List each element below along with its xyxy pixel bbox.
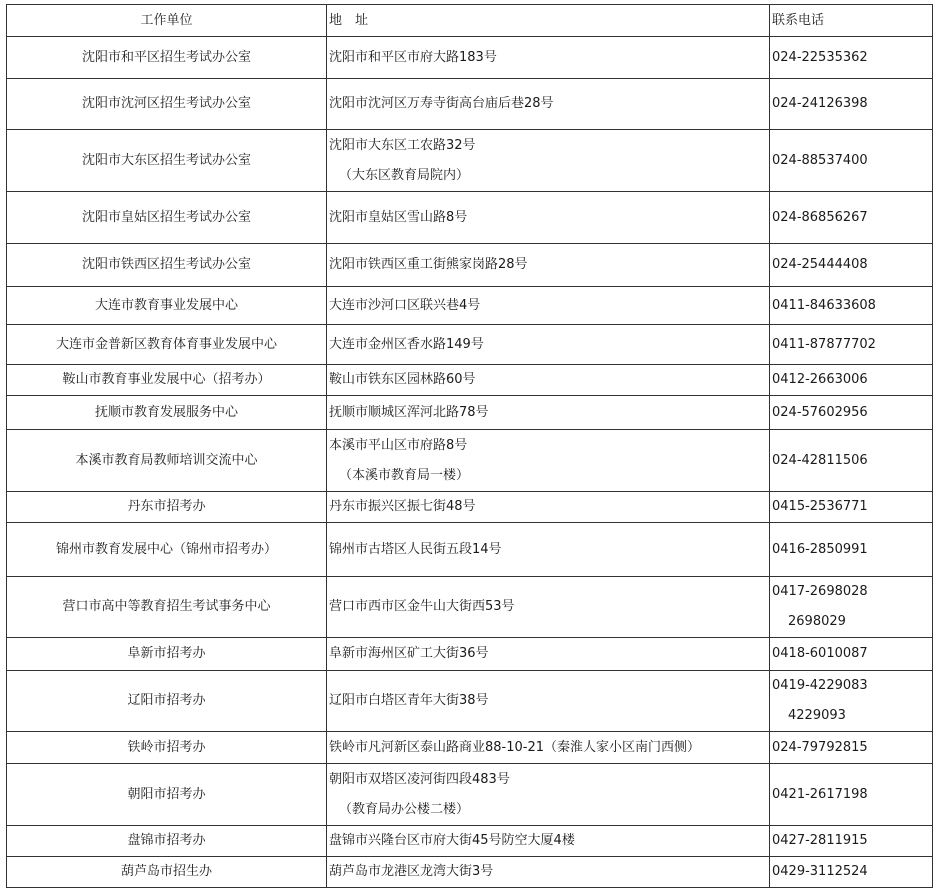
cell-phone bbox=[770, 287, 933, 325]
table-row bbox=[7, 365, 933, 396]
phone-number: 024-79792815 bbox=[772, 739, 868, 755]
cell-unit: 沈阳市沈河区招生考试办公室 bbox=[7, 79, 327, 130]
cell-phone bbox=[770, 430, 933, 492]
cell-phone bbox=[770, 37, 933, 79]
table-row bbox=[7, 287, 933, 325]
phone-number: 0421-2617198 bbox=[772, 786, 868, 802]
cell-unit: 大连市金普新区教育体育事业发展中心 bbox=[7, 325, 327, 365]
address-line: 葫芦岛市龙港区龙湾大街3号 bbox=[329, 864, 494, 879]
phone-number: 024-57602956 bbox=[772, 404, 868, 420]
address-line: 沈阳市大东区工农路32号 bbox=[329, 137, 476, 153]
cell-address bbox=[327, 192, 770, 244]
phone-number: 4229093 bbox=[788, 708, 846, 723]
phone-number: 0429-3112524 bbox=[772, 864, 868, 879]
cell-phone bbox=[770, 325, 933, 365]
address-line: 丹东市振兴区振七街48号 bbox=[329, 499, 476, 514]
cell-unit: 沈阳市大东区招生考试办公室 bbox=[7, 130, 327, 192]
address-line: 辽阳市白塔区青年大街38号 bbox=[329, 693, 489, 708]
cell-address bbox=[327, 857, 770, 888]
cell-phone bbox=[770, 732, 933, 764]
phone-number: 024-42811506 bbox=[772, 452, 868, 468]
cell-unit: 沈阳市铁西区招生考试办公室 bbox=[7, 244, 327, 287]
cell-unit: 朝阳市招考办 bbox=[7, 764, 327, 826]
cell-address bbox=[327, 37, 770, 79]
address-line: 朝阳市双塔区凌河街四段483号 bbox=[329, 771, 510, 787]
table-row bbox=[7, 638, 933, 671]
table-row bbox=[7, 577, 933, 638]
address-line: 本溪市平山区市府路8号 bbox=[329, 437, 468, 453]
cell-address bbox=[327, 287, 770, 325]
cell-unit: 沈阳市和平区招生考试办公室 bbox=[7, 37, 327, 79]
table-row bbox=[7, 79, 933, 130]
address-line: 鞍山市铁东区园林路60号 bbox=[329, 372, 476, 387]
header-address: 地 址 bbox=[327, 5, 770, 37]
phone-number: 024-25444408 bbox=[772, 257, 868, 272]
address-note: （大东区教育局院内） bbox=[339, 167, 470, 183]
cell-unit: 锦州市教育发展中心（锦州市招考办） bbox=[7, 523, 327, 577]
phone-number: 0419-4229083 bbox=[772, 678, 868, 693]
admissions-office-table bbox=[6, 4, 933, 888]
cell-address bbox=[327, 638, 770, 671]
cell-unit: 丹东市招考办 bbox=[7, 492, 327, 523]
cell-unit: 阜新市招考办 bbox=[7, 638, 327, 671]
cell-unit: 葫芦岛市招生办 bbox=[7, 857, 327, 888]
cell-unit: 大连市教育事业发展中心 bbox=[7, 287, 327, 325]
table-row bbox=[7, 671, 933, 732]
address-line: 锦州市古塔区人民街五段14号 bbox=[329, 541, 502, 557]
cell-phone bbox=[770, 857, 933, 888]
phone-number: 0411-87877702 bbox=[772, 336, 876, 352]
address-line: 沈阳市和平区市府大路183号 bbox=[329, 49, 497, 65]
address-line: 沈阳市皇姑区雪山路8号 bbox=[329, 209, 468, 225]
cell-unit: 抚顺市教育发展服务中心 bbox=[7, 396, 327, 430]
cell-phone bbox=[770, 396, 933, 430]
phone-number: 024-24126398 bbox=[772, 96, 868, 111]
table-row bbox=[7, 325, 933, 365]
header-row bbox=[7, 5, 933, 37]
cell-address bbox=[327, 130, 770, 192]
table-body bbox=[7, 37, 933, 888]
cell-address bbox=[327, 492, 770, 523]
address-line: 铁岭市凡河新区泰山路商业88-10-21（秦淮人家小区南门西侧） bbox=[329, 739, 701, 755]
cell-phone bbox=[770, 671, 933, 732]
phone-number: 0427-2811915 bbox=[772, 833, 868, 848]
cell-unit: 鞍山市教育事业发展中心（招考办） bbox=[7, 365, 327, 396]
cell-address bbox=[327, 764, 770, 826]
phone-number: 0417-2698028 bbox=[772, 584, 868, 599]
table-row bbox=[7, 764, 933, 826]
table-row bbox=[7, 192, 933, 244]
cell-unit: 营口市高中等教育招生考试事务中心 bbox=[7, 577, 327, 638]
cell-phone bbox=[770, 79, 933, 130]
table-header bbox=[7, 5, 933, 37]
cell-unit: 沈阳市皇姑区招生考试办公室 bbox=[7, 192, 327, 244]
table-row bbox=[7, 523, 933, 577]
phone-number: 024-22535362 bbox=[772, 49, 868, 65]
address-line: 大连市金州区香水路149号 bbox=[329, 336, 484, 352]
cell-phone bbox=[770, 192, 933, 244]
table-row bbox=[7, 430, 933, 492]
cell-address bbox=[327, 732, 770, 764]
cell-address bbox=[327, 826, 770, 857]
address-note: （本溪市教育局一楼） bbox=[339, 467, 470, 483]
cell-phone bbox=[770, 826, 933, 857]
table-row bbox=[7, 492, 933, 523]
table-row bbox=[7, 130, 933, 192]
address-line: 抚顺市顺城区浑河北路78号 bbox=[329, 404, 489, 420]
address-line: 大连市沙河口区联兴巷4号 bbox=[329, 297, 481, 313]
cell-unit: 本溪市教育局教师培训交流中心 bbox=[7, 430, 327, 492]
cell-address bbox=[327, 325, 770, 365]
cell-address bbox=[327, 396, 770, 430]
cell-unit: 辽阳市招考办 bbox=[7, 671, 327, 732]
address-note: （教育局办公楼二楼） bbox=[339, 801, 470, 817]
phone-number: 2698029 bbox=[788, 614, 846, 629]
cell-phone bbox=[770, 130, 933, 192]
cell-phone bbox=[770, 244, 933, 287]
header-phone: 联系电话 bbox=[770, 5, 933, 37]
cell-phone bbox=[770, 523, 933, 577]
phone-number: 024-86856267 bbox=[772, 209, 868, 225]
cell-phone bbox=[770, 365, 933, 396]
cell-phone bbox=[770, 577, 933, 638]
cell-address bbox=[327, 430, 770, 492]
cell-address bbox=[327, 671, 770, 732]
address-line: 阜新市海州区矿工大街36号 bbox=[329, 646, 489, 661]
table-row bbox=[7, 244, 933, 287]
cell-address bbox=[327, 577, 770, 638]
cell-unit: 铁岭市招考办 bbox=[7, 732, 327, 764]
phone-number: 0412-2663006 bbox=[772, 372, 868, 387]
address-line: 沈阳市铁西区重工街熊家岗路28号 bbox=[329, 257, 528, 272]
table-row bbox=[7, 857, 933, 888]
address-line: 营口市西市区金牛山大街西53号 bbox=[329, 599, 515, 614]
table-row bbox=[7, 732, 933, 764]
phone-number: 0416-2850991 bbox=[772, 541, 868, 557]
phone-number: 024-88537400 bbox=[772, 152, 868, 168]
table-row bbox=[7, 37, 933, 79]
header-unit: 工作单位 bbox=[7, 5, 327, 37]
cell-address bbox=[327, 523, 770, 577]
address-line: 沈阳市沈河区万寿寺街高台庙后巷28号 bbox=[329, 96, 554, 111]
phone-number: 0411-84633608 bbox=[772, 297, 876, 313]
phone-number: 0415-2536771 bbox=[772, 499, 868, 514]
address-line: 盘锦市兴隆台区市府大街45号防空大厦4楼 bbox=[329, 833, 575, 848]
cell-phone bbox=[770, 638, 933, 671]
table-row bbox=[7, 826, 933, 857]
cell-unit: 盘锦市招考办 bbox=[7, 826, 327, 857]
table-row bbox=[7, 396, 933, 430]
phone-number: 0418-6010087 bbox=[772, 646, 868, 661]
cell-phone bbox=[770, 764, 933, 826]
cell-address bbox=[327, 365, 770, 396]
cell-address bbox=[327, 79, 770, 130]
cell-address bbox=[327, 244, 770, 287]
cell-phone bbox=[770, 492, 933, 523]
